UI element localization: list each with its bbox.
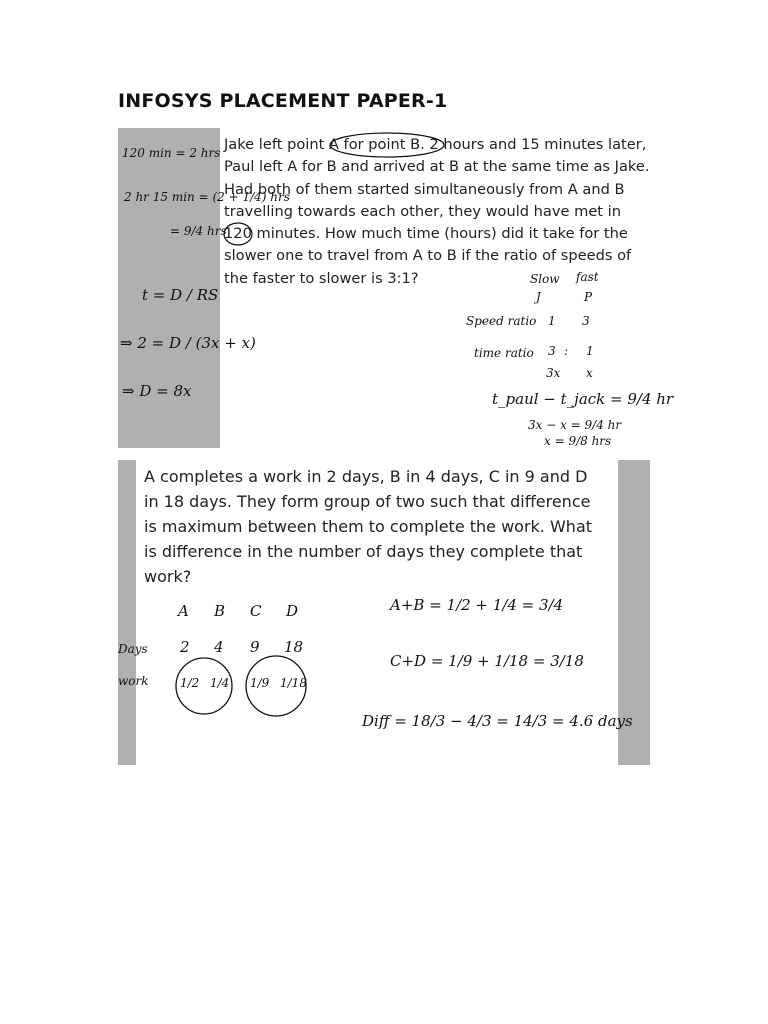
work-note: 3x [546,366,561,380]
work-note: 3 [548,344,556,358]
table-cell: 9 [250,638,260,656]
work-note: 1 [548,314,556,328]
margin-note: ⇒ D = 8x [122,382,192,400]
row-label: work [118,674,149,688]
work-equation: A+B = 1/2 + 1/4 = 3/4 [390,596,564,614]
work-note: x = 9/8 hrs [544,434,612,448]
document-title: INFOSYS PLACEMENT PAPER-1 [118,90,448,112]
work-note: : [564,344,569,358]
table-cell: 18 [284,638,304,656]
work-equation: C+D = 1/9 + 1/18 = 3/18 [390,652,584,670]
margin-note: t = D / RS [142,286,219,304]
q1-line: the faster to slower is 3:1? [224,269,419,287]
table-header: D [286,602,299,620]
work-note: P [584,290,593,304]
table-header: A [178,602,189,620]
table-cell: 1/2 [180,676,200,690]
work-note: 3 [582,314,590,328]
work-note: Slow [530,272,560,286]
table-cell: 1/9 [250,676,270,690]
margin-note: = 9/4 hrs [170,224,227,238]
work-equation: Diff = 18/3 − 4/3 = 14/3 = 4.6 days [362,712,633,730]
work-note: J [536,290,541,304]
table-cell: 4 [214,638,224,656]
q2-line: is difference in the number of days they complete that [144,542,583,561]
margin-note: 2 hr 15 min = (2 + 1/4) hrs [124,190,290,204]
q2-line: work? [144,567,192,586]
row-label: Days [118,642,148,656]
question-2-panel [118,460,650,765]
work-note: Speed ratio [466,314,537,328]
work-note: time ratio [474,346,534,360]
table-cell: 1/18 [280,676,307,690]
q1-line: slower one to travel from A to B if the ratio of speeds of [224,247,632,265]
q2-line: is maximum between them to complete the work. What [144,517,593,536]
work-note: x [586,366,593,380]
table-header: C [250,602,262,620]
margin-note: 120 min = 2 hrs [122,146,221,160]
work-note: t_paul − t_jack = 9/4 hr [492,390,674,408]
work-note: 1 [586,344,594,358]
table-cell: 2 [180,638,190,656]
q1-line: travelling towards each other, they would have met in [224,202,621,220]
work-note: 3x − x = 9/4 hr [528,418,622,432]
q1-line: Paul left A for B and arrived at B at the same time as Jake. [224,158,650,176]
q1-line: 120 minutes. How much time (hours) did it take for the [224,225,628,243]
table-cell: 1/4 [210,676,230,690]
question-1-panel [118,128,674,448]
q2-line: A completes a work in 2 days, B in 4 days, C in 9 and D [144,467,588,486]
margin-note: ⇒ 2 = D / (3x + x) [120,334,256,352]
q2-line: in 18 days. They form group of two such that difference [144,492,591,511]
table-header: B [214,602,226,620]
q1-line: Jake left point A for point B. 2 hours and 15 minutes later, [224,136,647,153]
q1-line: Had both of them started simultaneously from A and B [224,180,625,198]
work-note: fast [576,270,599,284]
